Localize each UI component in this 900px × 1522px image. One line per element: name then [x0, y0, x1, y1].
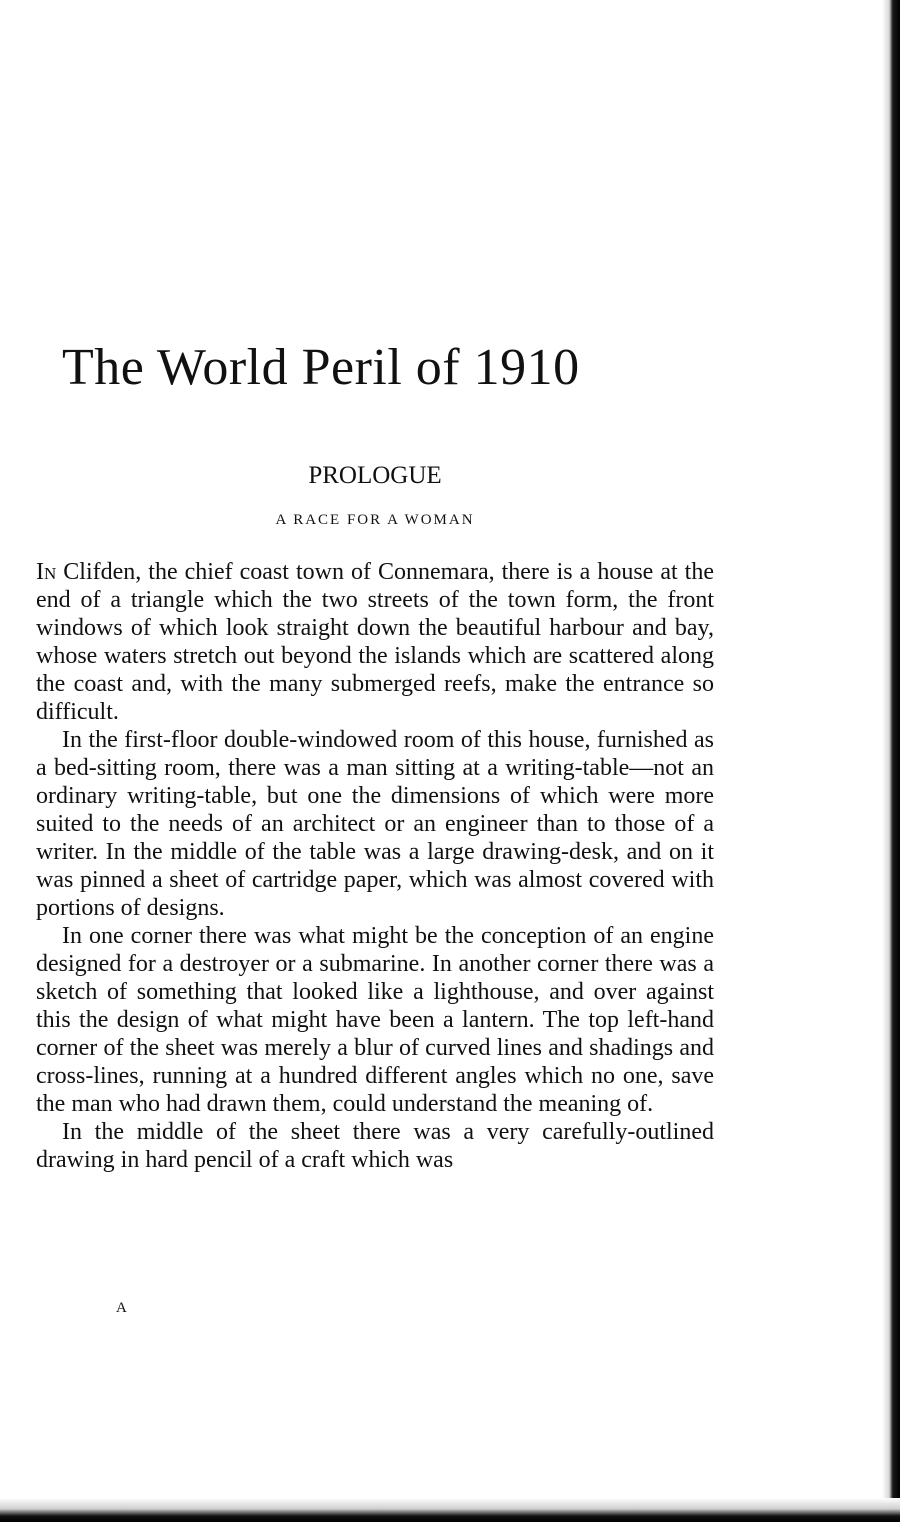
paragraph-4: In the middle of the sheet there was a very carefully-outlined drawing in hard pencil of a craft which was: [36, 1119, 714, 1173]
paragraph-3: In one corner there was what might be the conception of an engine designed for a destroyer or a submarine. In another corner there was a sketch of something that looked like a lighthouse, and over against this the design of what might have been a lantern. The top left-hand corner of the sheet was merely a blur of curved lines and shadings and cross-lines, running at a hundred different angles which no one, save the man who had drawn them, could understand the meaning of.: [36, 923, 714, 1117]
paragraph-1: [36, 558, 714, 726]
page-edge-bottom: [0, 1498, 900, 1522]
body-text: [36, 558, 714, 1174]
book-title: The World Peril of 1910: [62, 339, 580, 396]
page-edge-right: [882, 0, 900, 1522]
paragraph-2: In the first-floor double-windowed room of this house, furnished as a bed-sitting room, there was a man sitting at a writing-table—not an ordinary writing-table, but one the dimensions of which were more suited to the needs of an architect or an engineer than to those of a writer. In the middle of the table was a large drawing-desk, and on it was pinned a sheet of cartridge paper, which was almost covered with portions of designs.: [36, 727, 714, 921]
paragraph-1-text: Clifden, the chief coast town of Connemara, there is a house at the end of a triangle which the two streets of the town form, the front windows of which look straight down the beautiful harbour and bay, whose waters stretch out beyond the islands which are scattered along the coast and, with the many submerged reefs, make the entrance so difficult.: [36, 559, 714, 725]
paragraph-lead-word: In: [36, 559, 57, 585]
signature-mark: A: [116, 1300, 127, 1316]
chapter-heading: PROLOGUE: [308, 462, 442, 489]
chapter-subtitle: A RACE FOR A WOMAN: [275, 512, 475, 528]
